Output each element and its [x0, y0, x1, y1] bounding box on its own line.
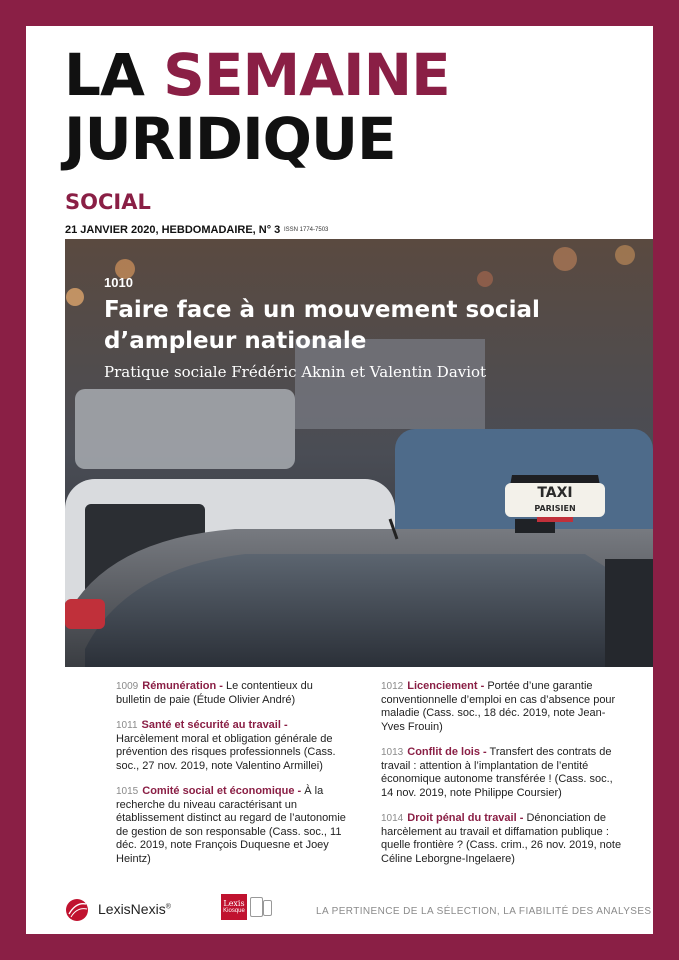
- masthead-la: LA: [64, 41, 144, 109]
- summary-item-text: Transfert des contrats de travail : attention à l’implantation de l’entité économique autonome transférée ! (Cass. soc., 14 nov. 2019, note Philippe Coursier): [381, 746, 613, 799]
- registered-mark: ®: [165, 903, 171, 911]
- kiosque-label: Kiosque: [223, 908, 245, 914]
- summary-item-heading: Licenciement -: [407, 680, 485, 692]
- summary-item-text: À la recherche du niveau caractérisant un établissement distinct au regard de l’autonomie de gestion de son responsable (Cass. soc., 11 déc. 2019, note François Duquesne et Joey Heintz): [116, 785, 346, 865]
- tablet-icon: [250, 897, 263, 917]
- lexisnexis-logo-icon: [64, 898, 94, 922]
- summary-item-number: 1014: [381, 813, 404, 824]
- cover-story-subtitle: Pratique sociale Frédéric Aknin et Valentin Daviot: [104, 363, 487, 381]
- summary-item-text: Portée d’une garantie conventionnelle d’emploi en cas d’absence pour maladie (Cass. soc., 18 déc. 2019, note Jean-Yves Frouin): [381, 680, 616, 733]
- summary-item-text: Dénonciation de harcèlement au travail et diffamation publique : quelle frontière ? (Cass. crim., 26 nov. 2019, note Céline Leborgne-Ingelaere): [381, 812, 622, 865]
- masthead-title-line1: [64, 42, 450, 108]
- issn: ISSN 1774-7503: [284, 227, 329, 233]
- summary-item[interactable]: [381, 746, 626, 800]
- publisher-name: [98, 901, 171, 917]
- kiosque-lexis: Lexis: [223, 899, 245, 908]
- issue-date: 21 JANVIER 2020, HEBDOMADAIRE, N° 3: [65, 224, 281, 236]
- summary-item[interactable]: [381, 680, 626, 734]
- cover-photo: [65, 239, 653, 667]
- summary-item[interactable]: [116, 785, 348, 866]
- cover-page: [26, 26, 653, 934]
- summary-item-number: 1011: [116, 720, 138, 731]
- phone-icon: [263, 900, 272, 916]
- summary-item[interactable]: [116, 680, 348, 707]
- summary-item-number: 1009: [116, 681, 139, 692]
- summary-item[interactable]: [116, 719, 348, 773]
- cover-story-title: Faire face à un mouvement social d’ampleur nationale: [104, 297, 540, 354]
- taxi-sign-line1: TAXI: [537, 485, 573, 501]
- summary-item-heading: Droit pénal du travail -: [407, 812, 524, 824]
- summary-item-number: 1012: [381, 681, 404, 692]
- masthead-semaine: SEMAINE: [163, 41, 450, 109]
- summary-item-number: 1015: [116, 786, 139, 797]
- footer-tagline: LA PERTINENCE DE LA SÉLECTION, LA FIABILITÉ DES ANALYSES: [316, 906, 652, 917]
- summary-item-heading: Santé et sécurité au travail -: [141, 719, 288, 731]
- taxi-sign-line2: PARISIEN: [534, 504, 576, 513]
- section-label: SOCIAL: [65, 190, 151, 214]
- masthead-juridique: JURIDIQUE: [64, 105, 396, 173]
- summary-item-number: 1013: [381, 747, 404, 758]
- summary-item-heading: Conflit de lois -: [407, 746, 487, 758]
- publisher-label: LexisNexis: [98, 901, 166, 917]
- cover-story-number: 1010: [104, 275, 133, 290]
- summary-item-heading: Rémunération -: [142, 680, 223, 692]
- summary-item-text: Harcèlement moral et obligation générale de prévention des risques professionnels (Cass. soc., 27 nov. 2019, note Valentino Armillei): [116, 732, 336, 772]
- summary-item-text: Le contentieux du bulletin de paie (Étude Olivier André): [116, 680, 313, 706]
- lexis-kiosque-badge: [221, 894, 247, 920]
- summary-item[interactable]: [381, 812, 626, 866]
- summary-right-column: [381, 680, 626, 878]
- summary-item-heading: Comité social et économique -: [142, 785, 302, 797]
- summary-left-column: [116, 680, 348, 878]
